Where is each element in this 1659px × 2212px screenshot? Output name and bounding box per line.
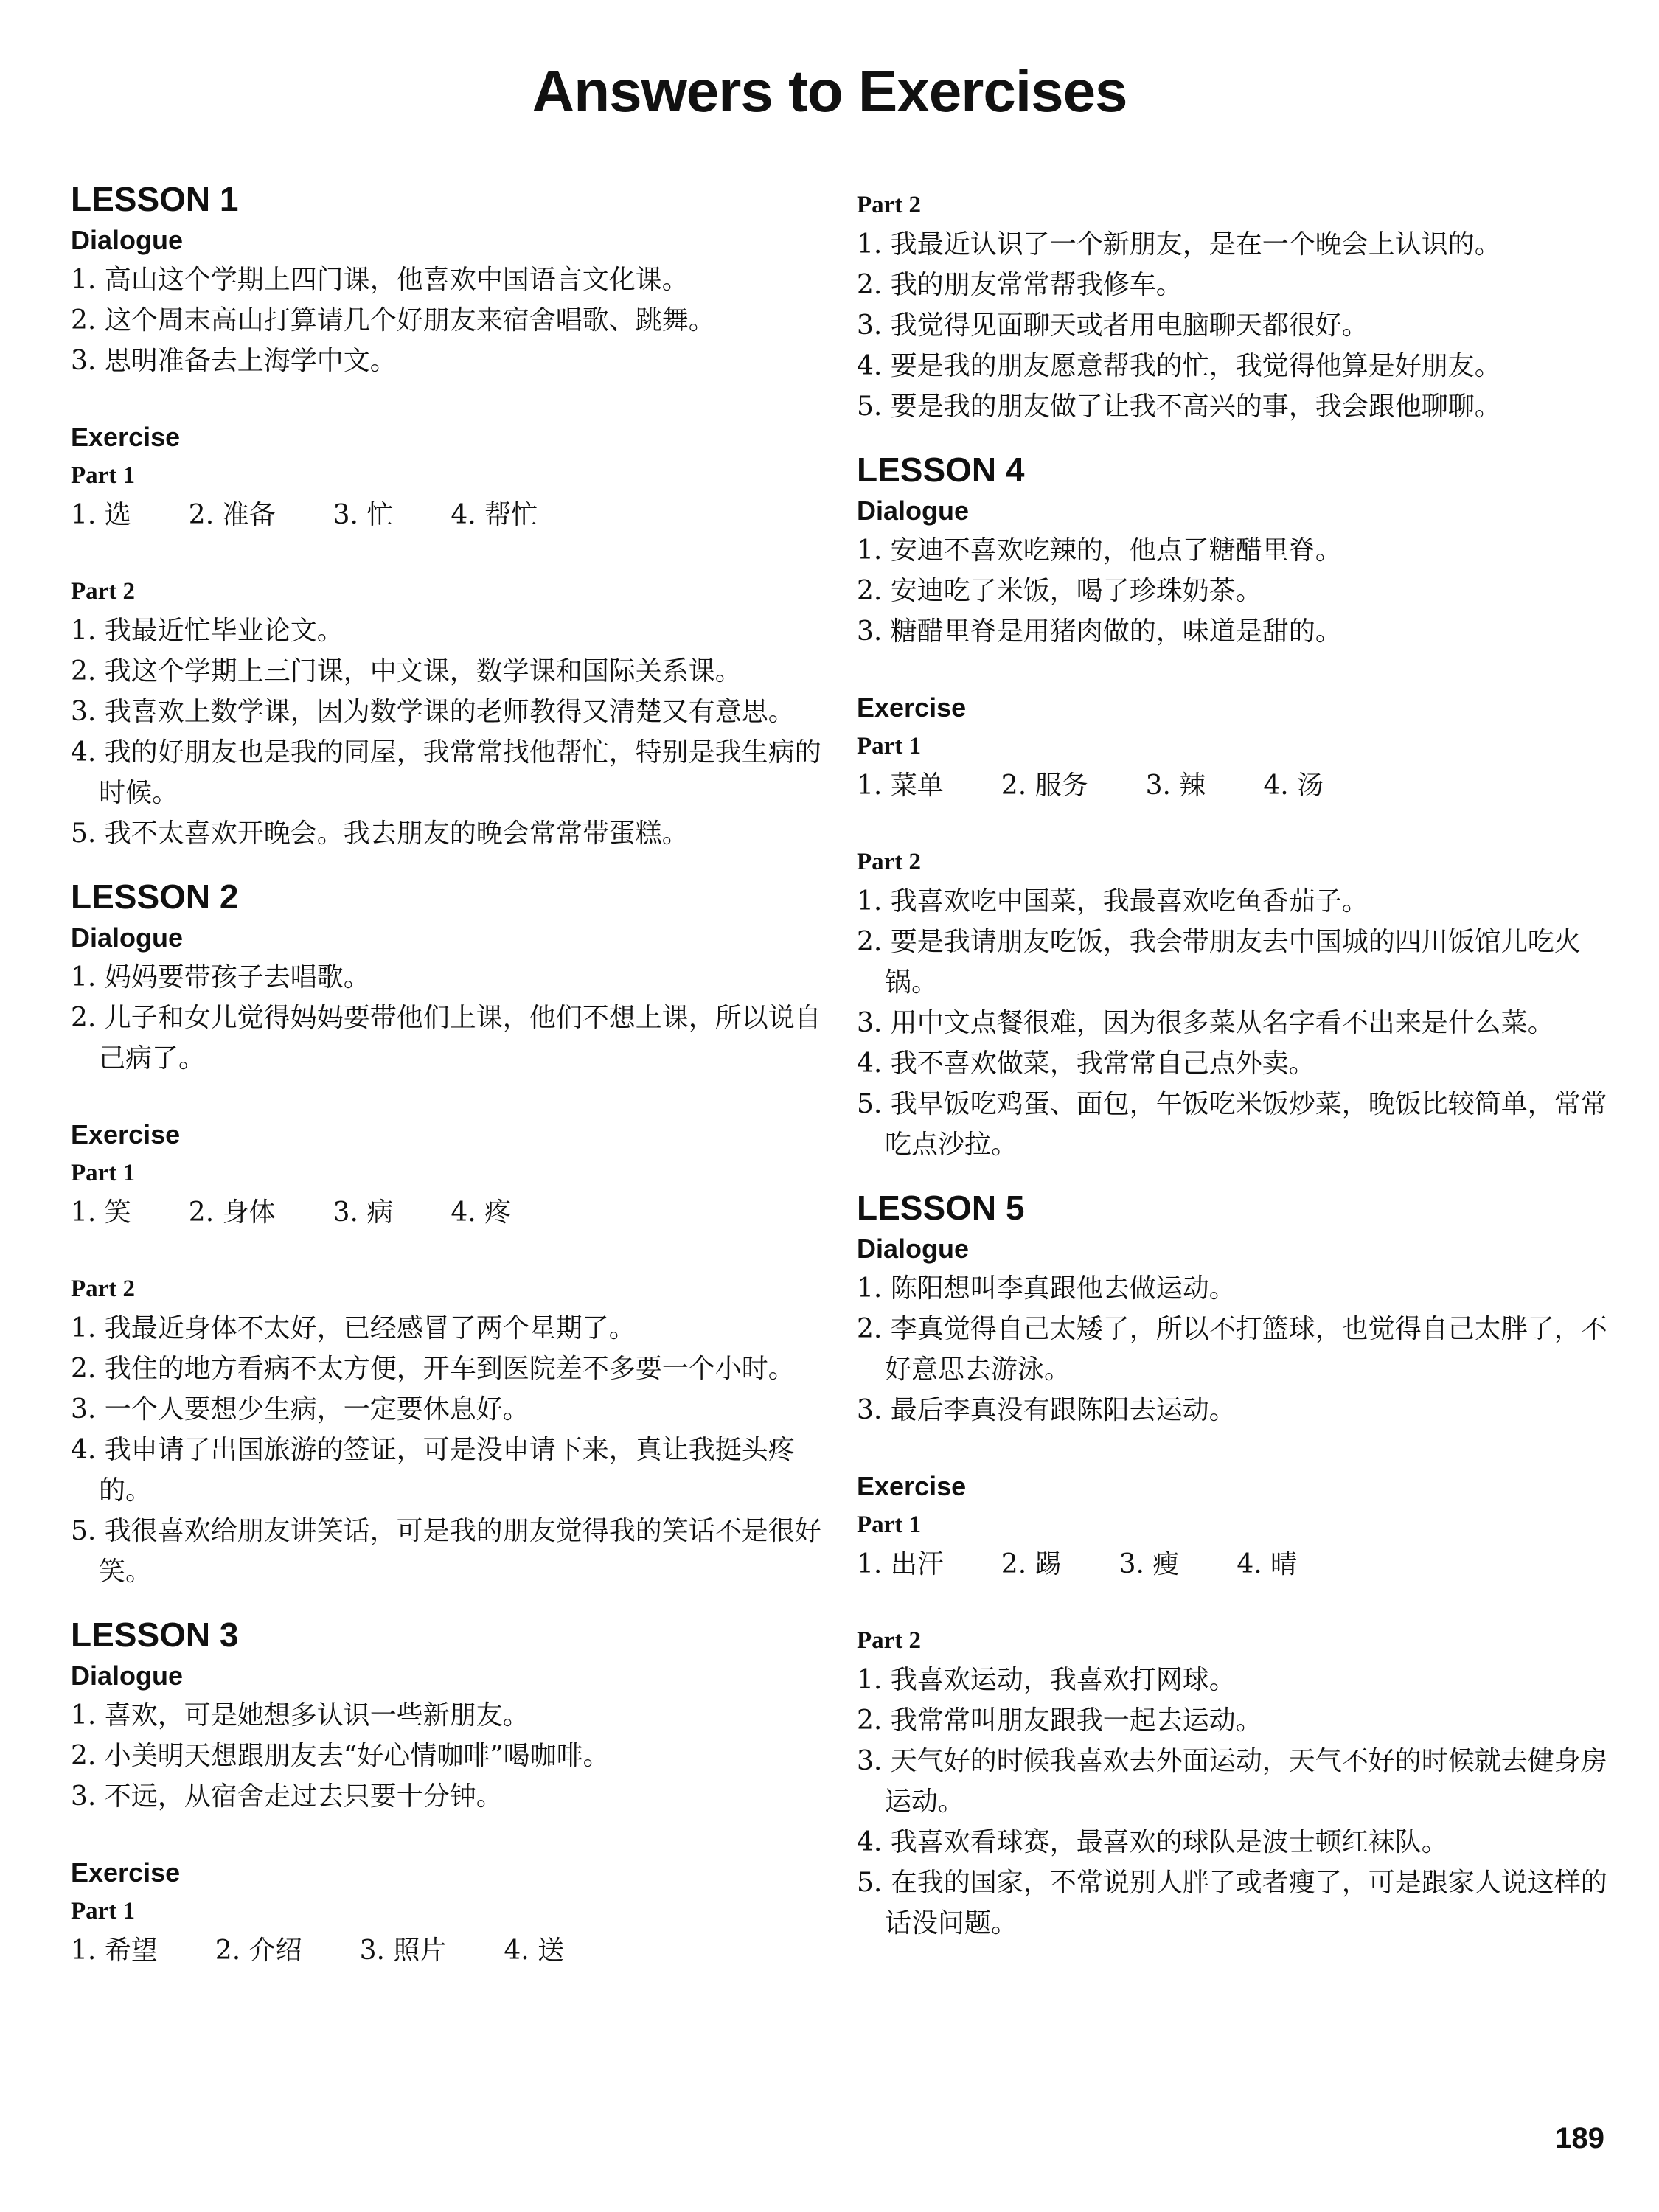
list-item: 4. 我的好朋友也是我的同屋，我常常找他帮忙，特别是我生病的时候。	[71, 737, 821, 808]
list-item: 1. 妈妈要带孩子去唱歌。	[71, 962, 370, 992]
part-1-heading: Part 1	[857, 1512, 922, 1538]
list-item: 1. 我最近忙毕业论文。	[71, 616, 344, 646]
list-item: 2. 我这个学期上三门课，中文课，数学课和国际关系课。	[71, 656, 742, 686]
answer-item: 3. 照片	[359, 1935, 447, 1966]
exercise-heading: Exercise	[71, 1119, 181, 1150]
list-item: 3. 不远，从宿舍走过去只要十分钟。	[71, 1781, 503, 1812]
dialogue-answers	[857, 1268, 1616, 1430]
exercise-heading: Exercise	[857, 692, 967, 723]
list-item: 2. 要是我请朋友吃饭，我会带朋友去中国城的四川饭馆儿吃火锅。	[857, 927, 1581, 998]
dialogue-answers	[71, 260, 830, 381]
lesson-3-continued-section	[857, 186, 1616, 427]
lesson-1-section	[71, 177, 830, 854]
list-item: 5. 我不太喜欢开晚会。我去朋友的晚会常常带蛋糕。	[71, 818, 689, 849]
list-item: 5. 在我的国家，不常说别人胖了或者瘦了，可是跟家人说这样的话没问题。	[857, 1868, 1607, 1938]
answer-item: 3. 忙	[333, 500, 394, 530]
answer-item: 4. 送	[504, 1935, 565, 1966]
right-column	[857, 186, 1616, 1944]
part-1-answers	[857, 765, 1616, 806]
part-2-heading: Part 2	[857, 192, 922, 218]
lesson-heading: LESSON 5	[857, 1189, 1025, 1227]
answer-item: 3. 病	[333, 1197, 394, 1228]
list-item: 4. 我喜欢看球赛，最喜欢的球队是波士顿红袜队。	[857, 1827, 1448, 1857]
part-1-answers	[857, 1544, 1616, 1585]
lesson-heading: LESSON 2	[71, 877, 239, 916]
dialogue-heading: Dialogue	[857, 1234, 970, 1264]
answer-item: 4. 汤	[1263, 771, 1324, 801]
list-item: 3. 最后李真没有跟陈阳去运动。	[857, 1395, 1236, 1425]
answer-item: 1. 选	[71, 500, 131, 530]
dialogue-answers	[857, 530, 1616, 652]
exercise-heading: Exercise	[71, 422, 181, 452]
list-item: 1. 陈阳想叫李真跟他去做运动。	[857, 1273, 1236, 1304]
list-item: 3. 糖醋里脊是用猪肉做的，味道是甜的。	[857, 616, 1342, 647]
lesson-heading: LESSON 1	[71, 180, 239, 218]
exercise-heading: Exercise	[71, 1857, 181, 1888]
list-item: 3. 用中文点餐很难，因为很多菜从名字看不出来是什么菜。	[857, 1008, 1554, 1038]
answer-item: 1. 笑	[71, 1197, 131, 1228]
part-1-answers	[71, 495, 830, 535]
dialogue-heading: Dialogue	[71, 225, 184, 255]
list-item: 2. 我的朋友常常帮我修车。	[857, 270, 1183, 300]
dialogue-heading: Dialogue	[857, 495, 970, 526]
answer-item: 4. 晴	[1237, 1549, 1298, 1579]
list-item: 2. 小美明天想跟朋友去“好心情咖啡”喝咖啡。	[71, 1741, 610, 1771]
answer-item: 1. 出汗	[857, 1549, 944, 1579]
list-item: 5. 要是我的朋友做了让我不高兴的事，我会跟他聊聊。	[857, 392, 1501, 422]
lesson-2-section	[71, 874, 830, 1592]
page-number: 189	[1555, 2122, 1604, 2154]
part-2-answers	[857, 1660, 1616, 1944]
part-1-heading: Part 1	[71, 1898, 136, 1924]
part-1-heading: Part 1	[857, 733, 922, 759]
left-column	[71, 177, 830, 1971]
dialogue-answers	[71, 1695, 830, 1817]
part-1-heading: Part 1	[71, 1160, 136, 1186]
list-item: 3. 思明准备去上海学中文。	[71, 346, 397, 376]
dialogue-heading: Dialogue	[71, 1660, 184, 1691]
part-2-heading: Part 2	[71, 578, 136, 605]
exercise-heading: Exercise	[857, 1471, 967, 1501]
lesson-4-section	[857, 448, 1616, 1165]
list-item: 4. 我不喜欢做菜，我常常自己点外卖。	[857, 1048, 1315, 1079]
answer-item: 4. 帮忙	[451, 500, 538, 530]
list-item: 1. 我喜欢运动，我喜欢打网球。	[857, 1665, 1236, 1695]
list-item: 2. 我住的地方看病不太方便，开车到医院差不多要一个小时。	[71, 1354, 795, 1384]
page-title: Answers to Exercises	[532, 58, 1127, 124]
part-1-heading: Part 1	[71, 462, 136, 489]
part-2-answers	[71, 611, 830, 854]
list-item: 4. 要是我的朋友愿意帮我的忙，我觉得他算是好朋友。	[857, 351, 1501, 381]
answer-item: 3. 瘦	[1119, 1549, 1180, 1579]
answer-item: 2. 准备	[188, 500, 276, 530]
list-item: 2. 我常常叫朋友跟我一起去运动。	[857, 1705, 1262, 1736]
answer-item: 4. 疼	[451, 1197, 512, 1228]
list-item: 1. 喜欢，可是她想多认识一些新朋友。	[71, 1700, 529, 1731]
list-item: 2. 李真觉得自己太矮了，所以不打篮球，也觉得自己太胖了，不好意思去游泳。	[857, 1314, 1607, 1385]
lesson-3-section	[71, 1613, 830, 1971]
list-item: 4. 我申请了出国旅游的签证，可是没申请下来，真让我挺头疼的。	[71, 1435, 795, 1506]
part-2-answers	[857, 881, 1616, 1165]
part-2-heading: Part 2	[857, 849, 922, 875]
list-item: 3. 天气好的时候我喜欢去外面运动，天气不好的时候就去健身房运动。	[857, 1746, 1607, 1817]
list-item: 1. 我最近身体不太好，已经感冒了两个星期了。	[71, 1313, 636, 1343]
list-item: 1. 我喜欢吃中国菜，我最喜欢吃鱼香茄子。	[857, 886, 1368, 917]
list-item: 1. 高山这个学期上四门课，他喜欢中国语言文化课。	[71, 265, 689, 295]
answer-item: 3. 辣	[1145, 771, 1206, 801]
list-item: 3. 一个人要想少生病，一定要休息好。	[71, 1394, 529, 1425]
answer-item: 1. 菜单	[857, 771, 944, 801]
list-item: 1. 安迪不喜欢吃辣的，他点了糖醋里脊。	[857, 535, 1342, 566]
list-item: 5. 我很喜欢给朋友讲笑话，可是我的朋友觉得我的笑话不是很好笑。	[71, 1516, 821, 1587]
lesson-heading: LESSON 4	[857, 451, 1025, 489]
lesson-heading: LESSON 3	[71, 1615, 239, 1654]
list-item: 2. 这个周末高山打算请几个好朋友来宿舍唱歌、跳舞。	[71, 305, 715, 335]
list-item: 1. 我最近认识了一个新朋友，是在一个晚会上认识的。	[857, 229, 1501, 260]
list-item: 2. 安迪吃了米饭，喝了珍珠奶茶。	[857, 576, 1262, 606]
part-1-answers	[71, 1192, 830, 1233]
answer-item: 2. 身体	[188, 1197, 276, 1228]
answer-item: 1. 希望	[71, 1935, 158, 1966]
list-item: 2. 儿子和女儿觉得妈妈要带他们上课，他们不想上课，所以说自己病了。	[71, 1003, 821, 1074]
dialogue-heading: Dialogue	[71, 922, 184, 953]
part-2-heading: Part 2	[857, 1627, 922, 1654]
lesson-5-section	[857, 1186, 1616, 1944]
list-item: 3. 我喜欢上数学课，因为数学课的老师教得又清楚又有意思。	[71, 697, 795, 727]
list-item: 5. 我早饭吃鸡蛋、面包，午饭吃米饭炒菜，晚饭比较简单，常常吃点沙拉。	[857, 1089, 1607, 1160]
dialogue-answers	[71, 957, 830, 1079]
answer-item: 2. 踢	[1001, 1549, 1062, 1579]
part-1-answers	[71, 1930, 830, 1971]
part-2-answers	[71, 1308, 830, 1592]
answer-item: 2. 服务	[1001, 771, 1088, 801]
answer-item: 2. 介绍	[215, 1935, 302, 1966]
part-2-answers	[857, 224, 1616, 427]
part-2-heading: Part 2	[71, 1276, 136, 1302]
list-item: 3. 我觉得见面聊天或者用电脑聊天都很好。	[857, 310, 1368, 341]
